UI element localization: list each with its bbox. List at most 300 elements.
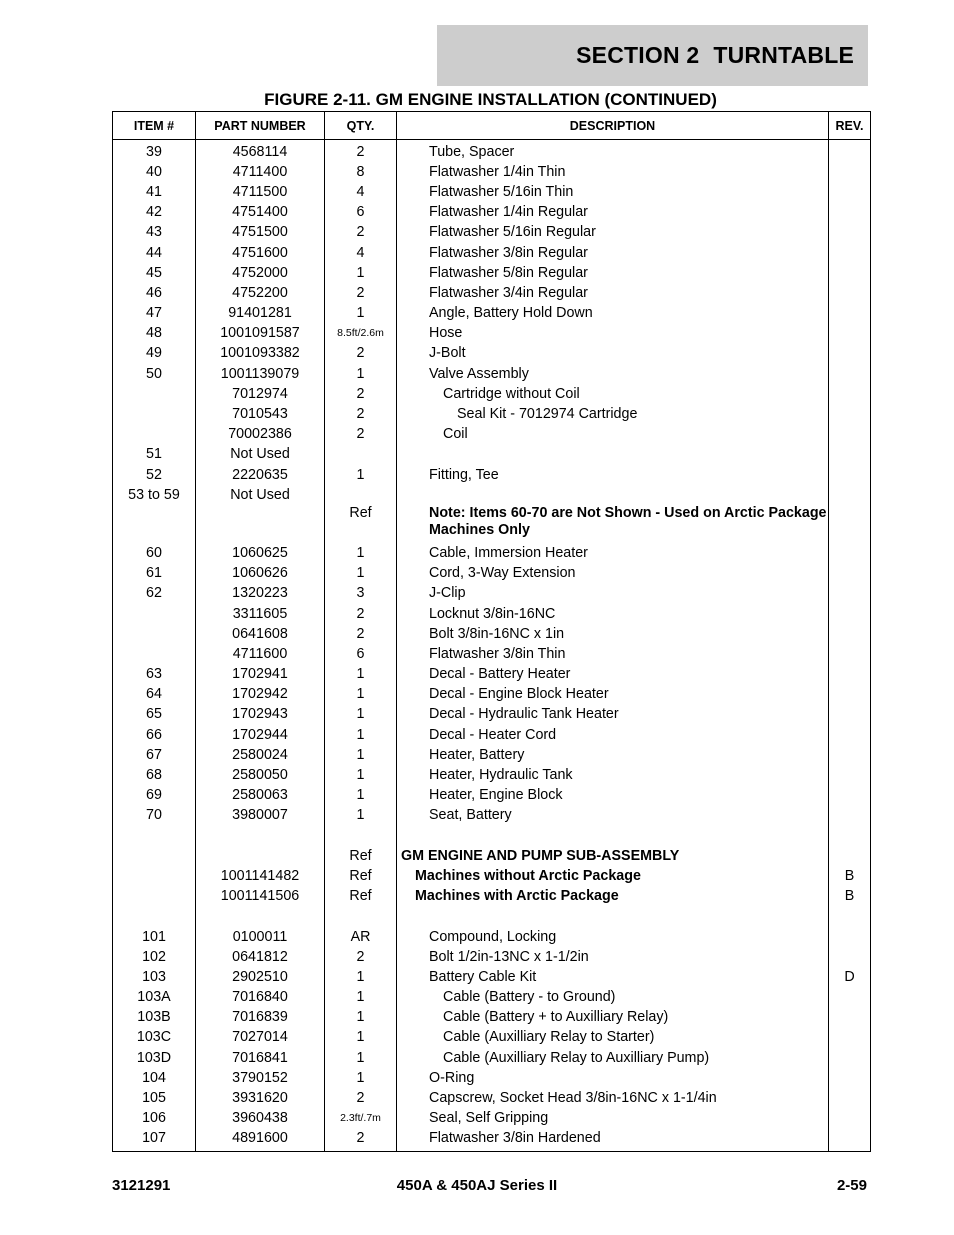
cell-item [113, 425, 196, 445]
cell-qty: Ref [325, 505, 397, 543]
cell-item: 103D [113, 1048, 196, 1068]
cell-description: Angle, Battery Hold Down [397, 304, 829, 324]
cell-item: 63 [113, 665, 196, 685]
cell-qty: AR [325, 927, 397, 947]
table-row [113, 644, 871, 664]
cell-description: Flatwasher 1/4in Thin [397, 162, 829, 182]
cell-rev [829, 140, 871, 163]
table-row [113, 1048, 871, 1068]
cell-item: 107 [113, 1129, 196, 1152]
table-row [113, 846, 871, 866]
cell-rev [829, 445, 871, 465]
cell-part-number: 3980007 [196, 806, 325, 826]
cell-description: Cable (Battery + to Auxilliary Relay) [397, 1008, 829, 1028]
cell-rev [829, 304, 871, 324]
cell-qty: 4 [325, 182, 397, 202]
cell-rev [829, 665, 871, 685]
cell-description: Capscrew, Socket Head 3/8in-16NC x 1-1/4in [397, 1088, 829, 1108]
cell-item: 43 [113, 223, 196, 243]
cell-rev: D [829, 967, 871, 987]
cell-part-number: 7027014 [196, 1028, 325, 1048]
cell-item: 66 [113, 725, 196, 745]
cell-description: Seat, Battery [397, 806, 829, 826]
cell-item: 51 [113, 445, 196, 465]
cell-qty: 1 [325, 1028, 397, 1048]
cell-item [113, 907, 196, 927]
cell-description: Compound, Locking [397, 927, 829, 947]
cell-part-number: 7010543 [196, 404, 325, 424]
cell-qty [325, 445, 397, 465]
cell-item: 68 [113, 765, 196, 785]
cell-description: Flatwasher 3/8in Hardened [397, 1129, 829, 1152]
cell-item: 101 [113, 927, 196, 947]
table-row [113, 425, 871, 445]
cell-item: 45 [113, 263, 196, 283]
cell-part-number: 2902510 [196, 967, 325, 987]
cell-part-number: 4751600 [196, 243, 325, 263]
cell-item: 50 [113, 364, 196, 384]
cell-part-number: 3960438 [196, 1109, 325, 1129]
cell-item: 42 [113, 203, 196, 223]
table-row [113, 162, 871, 182]
section-header [437, 25, 868, 86]
table-row [113, 765, 871, 785]
cell-qty: 2 [325, 223, 397, 243]
cell-rev [829, 584, 871, 604]
cell-rev [829, 384, 871, 404]
table-row [113, 465, 871, 485]
cell-qty: 2 [325, 283, 397, 303]
cell-rev [829, 826, 871, 846]
cell-rev [829, 927, 871, 947]
cell-item: 103B [113, 1008, 196, 1028]
cell-part-number: 4711600 [196, 644, 325, 664]
cell-rev [829, 465, 871, 485]
cell-part-number: Not Used [196, 485, 325, 505]
cell-part-number: 91401281 [196, 304, 325, 324]
cell-rev [829, 907, 871, 927]
cell-part-number: 4751400 [196, 203, 325, 223]
cell-qty: 1 [325, 543, 397, 563]
table-row [113, 263, 871, 283]
table-row [113, 304, 871, 324]
cell-rev: B [829, 887, 871, 907]
cell-rev [829, 404, 871, 424]
cell-part-number: Not Used [196, 445, 325, 465]
cell-qty: 2 [325, 404, 397, 424]
cell-part-number: 4891600 [196, 1129, 325, 1152]
cell-description [397, 485, 829, 505]
cell-item: 102 [113, 947, 196, 967]
cell-part-number: 7016839 [196, 1008, 325, 1028]
cell-item: 65 [113, 705, 196, 725]
cell-rev [829, 1008, 871, 1028]
cell-qty: 2 [325, 425, 397, 445]
cell-item: 46 [113, 283, 196, 303]
cell-description: Heater, Hydraulic Tank [397, 765, 829, 785]
cell-part-number: 3790152 [196, 1068, 325, 1088]
cell-part-number: 1702944 [196, 725, 325, 745]
cell-rev [829, 162, 871, 182]
cell-description: Cable (Auxilliary Relay to Auxilliary Pump) [397, 1048, 829, 1068]
cell-qty: 2 [325, 624, 397, 644]
cell-qty: 1 [325, 564, 397, 584]
cell-part-number: 1001141482 [196, 866, 325, 886]
section-title: TURNTABLE [713, 42, 854, 68]
table-row [113, 283, 871, 303]
cell-rev [829, 324, 871, 344]
cell-item [113, 624, 196, 644]
cell-part-number: 70002386 [196, 425, 325, 445]
cell-rev [829, 1129, 871, 1152]
table-row [113, 140, 871, 163]
table-row [113, 624, 871, 644]
cell-qty: 8.5ft/2.6m [325, 324, 397, 344]
section-number: SECTION 2 [576, 42, 700, 68]
cell-description: Flatwasher 3/8in Regular [397, 243, 829, 263]
column-header-part-number: PART NUMBER [196, 112, 325, 140]
table-row [113, 223, 871, 243]
cell-qty: 3 [325, 584, 397, 604]
cell-qty: 1 [325, 685, 397, 705]
cell-qty: 1 [325, 765, 397, 785]
cell-part-number [196, 846, 325, 866]
cell-description: Bolt 3/8in-16NC x 1in [397, 624, 829, 644]
cell-description: Locknut 3/8in-16NC [397, 604, 829, 624]
cell-item: 48 [113, 324, 196, 344]
table-row [113, 203, 871, 223]
table-row [113, 826, 871, 846]
table-row [113, 927, 871, 947]
cell-description: Flatwasher 1/4in Regular [397, 203, 829, 223]
cell-item: 49 [113, 344, 196, 364]
cell-rev [829, 988, 871, 1008]
cell-item [113, 644, 196, 664]
cell-item: 64 [113, 685, 196, 705]
cell-qty: 1 [325, 988, 397, 1008]
cell-description: GM ENGINE AND PUMP SUB-ASSEMBLY [397, 846, 829, 866]
cell-qty: Ref [325, 846, 397, 866]
parts-table [112, 111, 871, 1152]
cell-part-number [196, 505, 325, 543]
cell-part-number: 7016840 [196, 988, 325, 1008]
footer-page-number: 2-59 [836, 1177, 867, 1194]
cell-part-number: 4752000 [196, 263, 325, 283]
cell-part-number [196, 907, 325, 927]
cell-qty: 2 [325, 140, 397, 163]
table-row [113, 564, 871, 584]
cell-description [397, 907, 829, 927]
cell-item: 40 [113, 162, 196, 182]
cell-rev [829, 705, 871, 725]
cell-qty: 6 [325, 203, 397, 223]
cell-part-number: 1702943 [196, 705, 325, 725]
cell-qty: 1 [325, 745, 397, 765]
cell-part-number: 0100011 [196, 927, 325, 947]
cell-qty: 1 [325, 1008, 397, 1028]
cell-part-number: 2580063 [196, 786, 325, 806]
cell-rev [829, 725, 871, 745]
cell-rev [829, 564, 871, 584]
table-row [113, 685, 871, 705]
table-row [113, 806, 871, 826]
cell-rev [829, 203, 871, 223]
cell-item: 103A [113, 988, 196, 1008]
cell-item: 60 [113, 543, 196, 563]
table-row [113, 745, 871, 765]
table-row [113, 364, 871, 384]
table-row [113, 887, 871, 907]
cell-description: Bolt 1/2in-13NC x 1-1/2in [397, 947, 829, 967]
cell-description: Valve Assembly [397, 364, 829, 384]
cell-rev [829, 1048, 871, 1068]
cell-description: Heater, Engine Block [397, 786, 829, 806]
cell-part-number: 0641812 [196, 947, 325, 967]
table-row [113, 1008, 871, 1028]
cell-rev [829, 624, 871, 644]
cell-item: 61 [113, 564, 196, 584]
cell-qty: 2 [325, 947, 397, 967]
table-row [113, 384, 871, 404]
cell-description: Flatwasher 5/16in Thin [397, 182, 829, 202]
cell-qty: 1 [325, 1048, 397, 1068]
cell-part-number: 3931620 [196, 1088, 325, 1108]
column-header-item: ITEM # [113, 112, 196, 140]
cell-part-number: 1060626 [196, 564, 325, 584]
cell-description: J-Clip [397, 584, 829, 604]
cell-part-number: 1320223 [196, 584, 325, 604]
cell-rev [829, 223, 871, 243]
table-row [113, 725, 871, 745]
cell-qty [325, 485, 397, 505]
cell-part-number: 2580050 [196, 765, 325, 785]
cell-qty: 1 [325, 786, 397, 806]
table-row [113, 344, 871, 364]
cell-description: Cable (Battery - to Ground) [397, 988, 829, 1008]
cell-part-number: 1001093382 [196, 344, 325, 364]
cell-item: 41 [113, 182, 196, 202]
cell-item: 103 [113, 967, 196, 987]
cell-rev [829, 344, 871, 364]
cell-description: J-Bolt [397, 344, 829, 364]
cell-qty: 1 [325, 725, 397, 745]
cell-qty: 2 [325, 1088, 397, 1108]
cell-rev [829, 425, 871, 445]
cell-part-number: 4568114 [196, 140, 325, 163]
cell-item [113, 887, 196, 907]
cell-description: Heater, Battery [397, 745, 829, 765]
table-row [113, 947, 871, 967]
table-row [113, 1129, 871, 1152]
cell-part-number: 1060625 [196, 543, 325, 563]
cell-part-number: 7016841 [196, 1048, 325, 1068]
cell-rev [829, 182, 871, 202]
table-row [113, 243, 871, 263]
table-row [113, 1109, 871, 1129]
cell-item: 69 [113, 786, 196, 806]
cell-qty [325, 907, 397, 927]
cell-item: 62 [113, 584, 196, 604]
table-header-row [113, 112, 871, 140]
table-row [113, 967, 871, 987]
cell-part-number: 1702942 [196, 685, 325, 705]
table-row [113, 404, 871, 424]
cell-qty: 1 [325, 263, 397, 283]
table-row [113, 543, 871, 563]
cell-rev [829, 364, 871, 384]
table-row [113, 665, 871, 685]
cell-description: Cable, Immersion Heater [397, 543, 829, 563]
cell-qty: 1 [325, 465, 397, 485]
cell-part-number: 1001139079 [196, 364, 325, 384]
cell-item: 53 to 59 [113, 485, 196, 505]
column-header-rev: REV. [829, 112, 871, 140]
cell-qty: 1 [325, 364, 397, 384]
cell-rev [829, 644, 871, 664]
table-row [113, 505, 871, 543]
cell-description: Flatwasher 5/8in Regular [397, 263, 829, 283]
cell-qty: 1 [325, 705, 397, 725]
cell-part-number: 1001141506 [196, 887, 325, 907]
cell-part-number: 1702941 [196, 665, 325, 685]
cell-description: Decal - Battery Heater [397, 665, 829, 685]
cell-part-number [196, 826, 325, 846]
cell-description: Machines with Arctic Package [397, 887, 829, 907]
cell-qty: 2.3ft/.7m [325, 1109, 397, 1129]
cell-item: 103C [113, 1028, 196, 1048]
footer-model: 450A & 450AJ Series II [396, 1177, 558, 1194]
cell-description: Decal - Engine Block Heater [397, 685, 829, 705]
cell-rev [829, 543, 871, 563]
cell-qty: 1 [325, 304, 397, 324]
cell-rev [829, 1109, 871, 1129]
cell-item [113, 846, 196, 866]
cell-description: O-Ring [397, 1068, 829, 1088]
cell-description: Decal - Heater Cord [397, 725, 829, 745]
cell-rev [829, 685, 871, 705]
column-header-qty: QTY. [325, 112, 397, 140]
cell-item [113, 866, 196, 886]
cell-qty: 1 [325, 806, 397, 826]
cell-qty: 2 [325, 604, 397, 624]
table-row [113, 1028, 871, 1048]
cell-part-number: 4711500 [196, 182, 325, 202]
cell-rev [829, 1068, 871, 1088]
cell-rev [829, 263, 871, 283]
table-row [113, 324, 871, 344]
table-row [113, 182, 871, 202]
cell-rev [829, 505, 871, 543]
cell-rev [829, 786, 871, 806]
parts-table-body [113, 140, 871, 1152]
cell-rev [829, 283, 871, 303]
cell-rev [829, 846, 871, 866]
cell-rev [829, 806, 871, 826]
cell-description: Coil [397, 425, 829, 445]
cell-rev [829, 243, 871, 263]
cell-item: 52 [113, 465, 196, 485]
cell-description: Flatwasher 5/16in Regular [397, 223, 829, 243]
cell-qty [325, 826, 397, 846]
cell-item [113, 604, 196, 624]
cell-part-number: 1001091587 [196, 324, 325, 344]
cell-description: Cord, 3-Way Extension [397, 564, 829, 584]
cell-description: Battery Cable Kit [397, 967, 829, 987]
cell-qty: 4 [325, 243, 397, 263]
cell-item: 44 [113, 243, 196, 263]
table-row [113, 485, 871, 505]
cell-item: 47 [113, 304, 196, 324]
table-row [113, 1068, 871, 1088]
cell-rev [829, 1028, 871, 1048]
cell-rev [829, 485, 871, 505]
cell-qty: Ref [325, 866, 397, 886]
cell-rev [829, 745, 871, 765]
cell-item: 70 [113, 806, 196, 826]
cell-item: 106 [113, 1109, 196, 1129]
cell-part-number: 0641608 [196, 624, 325, 644]
figure-title: FIGURE 2-11. GM ENGINE INSTALLATION (CONTINUED) [264, 90, 717, 109]
cell-rev [829, 947, 871, 967]
cell-description: Cable (Auxilliary Relay to Starter) [397, 1028, 829, 1048]
cell-item: 67 [113, 745, 196, 765]
cell-part-number: 4711400 [196, 162, 325, 182]
cell-part-number: 4752200 [196, 283, 325, 303]
cell-qty: 2 [325, 1129, 397, 1152]
table-row [113, 786, 871, 806]
table-row [113, 584, 871, 604]
cell-item [113, 826, 196, 846]
cell-qty: 1 [325, 665, 397, 685]
cell-qty: 8 [325, 162, 397, 182]
cell-item [113, 404, 196, 424]
cell-description: Fitting, Tee [397, 465, 829, 485]
table-row [113, 1088, 871, 1108]
table-row [113, 705, 871, 725]
cell-description: Tube, Spacer [397, 140, 829, 163]
cell-description: Seal Kit - 7012974 Cartridge [397, 404, 829, 424]
table-row [113, 866, 871, 886]
cell-rev [829, 1088, 871, 1108]
cell-qty: 2 [325, 384, 397, 404]
cell-rev [829, 765, 871, 785]
cell-part-number: 2220635 [196, 465, 325, 485]
cell-description [397, 445, 829, 465]
cell-description [397, 826, 829, 846]
cell-item: 104 [113, 1068, 196, 1088]
cell-item: 39 [113, 140, 196, 163]
table-row [113, 445, 871, 465]
cell-qty: 1 [325, 967, 397, 987]
cell-description: Flatwasher 3/4in Regular [397, 283, 829, 303]
cell-qty: 2 [325, 344, 397, 364]
footer-document-number: 3121291 [112, 1177, 171, 1194]
cell-description: Seal, Self Gripping [397, 1109, 829, 1129]
table-row [113, 907, 871, 927]
cell-part-number: 4751500 [196, 223, 325, 243]
cell-qty: 1 [325, 1068, 397, 1088]
cell-item: 105 [113, 1088, 196, 1108]
cell-description: Note: Items 60-70 are Not Shown - Used on Arctic Package Machines Only [397, 505, 829, 543]
cell-item [113, 384, 196, 404]
cell-qty: Ref [325, 887, 397, 907]
cell-description: Flatwasher 3/8in Thin [397, 644, 829, 664]
cell-rev [829, 604, 871, 624]
cell-part-number: 2580024 [196, 745, 325, 765]
table-row [113, 604, 871, 624]
cell-description: Decal - Hydraulic Tank Heater [397, 705, 829, 725]
cell-qty: 6 [325, 644, 397, 664]
